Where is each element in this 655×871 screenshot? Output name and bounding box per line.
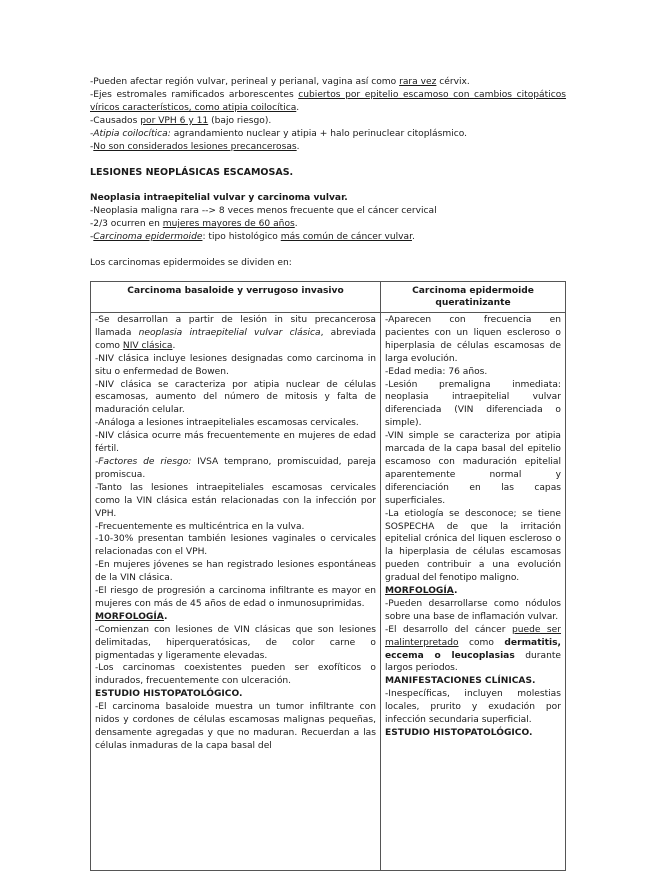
right-p2: -Edad media: 76 años. bbox=[385, 366, 488, 377]
text-underlined: mujeres mayores de 60 años bbox=[162, 219, 295, 230]
text-italic: -Atipia coilocítica: bbox=[90, 128, 171, 139]
text-italic: neoplasia intraepitelial vulvar clásica bbox=[138, 327, 321, 338]
text-underlined: más común de cáncer vulvar bbox=[280, 232, 412, 243]
text: . bbox=[453, 586, 458, 597]
left-p14: -El carcinoma basaloide muestra un tumor infiltrante con nidos y cordones de células escamosas malignas pequeñas, densamente agregadas y que no maduran. Recuerdan a las células inmaduras de la capa basal del bbox=[95, 702, 376, 751]
left-p8: -Frecuentemente es multicéntrica en la vulva. bbox=[95, 521, 305, 532]
text: cérvix. bbox=[436, 77, 470, 87]
left-p3: -NIV clásica se caracteriza por atipia nuclear de células escamosas, aumento del número de mitosis y falta de maduración celular. bbox=[95, 379, 376, 416]
right-p7 bbox=[385, 624, 561, 676]
text: . bbox=[411, 232, 415, 243]
right-p6: -Pueden desarrollarse como nódulos sobre una base de inflamación vulvar. bbox=[385, 598, 561, 622]
text: , abreviada como bbox=[95, 327, 376, 351]
header-right: Carcinoma epidermoide queratinizante bbox=[381, 282, 566, 313]
intro-line-4 bbox=[90, 128, 566, 141]
text-underlined: cubiertos por epitelio escamoso con cambios citopáticos víricos característicos, como atipia coilocítica bbox=[90, 89, 567, 113]
text: . bbox=[296, 141, 300, 152]
left-column bbox=[91, 313, 381, 871]
right-p1: -Aparecen con frecuencia en pacientes con un liquen escleroso o hiperplasia de células escamosas de larga evolución. bbox=[385, 315, 561, 364]
left-p5: -NIV clásica ocurre más frecuentemente en mujeres de edad fértil. bbox=[95, 431, 376, 455]
text-underlined: NIV clásica bbox=[122, 340, 173, 351]
split-intro: Los carcinomas epidermoides se dividen en: bbox=[90, 258, 292, 269]
header-left: Carcinoma basaloide y verrugoso invasivo bbox=[91, 282, 381, 313]
section-line-2 bbox=[90, 218, 566, 231]
section-title: LESIONES NEOPLÁSICAS ESCAMOSAS. bbox=[90, 167, 294, 179]
intro-line-2 bbox=[90, 89, 566, 115]
text: : tipo histológico bbox=[202, 232, 281, 243]
right-p8: -Inespecíficas, incluyen molestias locales, prurito y exudación por infección secundaria superficial. bbox=[385, 689, 561, 726]
right-p5: -La etiología se desconoce; se tiene SOSPECHA de que la irritación epitelial crónica del liquen escleroso o la hiperplasia de células escamosas pueden contribuir a una evolución gradual del fenotipo maligno. bbox=[385, 508, 561, 584]
left-p4: -Análoga a lesiones intraepiteliales escamosas cervicales. bbox=[95, 418, 359, 429]
intro-line-1 bbox=[90, 76, 566, 89]
intro-line-3 bbox=[90, 115, 566, 128]
text: durante largos periodos. bbox=[385, 650, 561, 674]
text: -El desarrollo del cáncer bbox=[385, 624, 512, 635]
heading: MORFOLOGÍA bbox=[385, 586, 454, 597]
section-line-3 bbox=[90, 231, 566, 244]
left-p1 bbox=[95, 314, 376, 353]
text: agrandamiento nuclear y atipia + halo perinuclear citoplásmico. bbox=[170, 128, 468, 139]
text-underlined: por VPH 6 y 11 bbox=[140, 115, 209, 126]
heading: MORFOLOGÍA bbox=[95, 611, 164, 622]
text-underlined: puede ser malinterpretado bbox=[385, 624, 562, 648]
left-p2: -NIV clásica incluye lesiones designadas como carcinoma in situ o enfermedad de Bowen. bbox=[95, 353, 376, 377]
right-p4: -VIN simple se caracteriza por atipia marcada de la capa basal del epitelio escamoso con maduración epitelial aparentemente normal y diferenciación en las capas superficiales. bbox=[385, 431, 561, 506]
left-p9: -10-30% presentan también lesiones vaginales o cervicales relacionadas con el VPH. bbox=[95, 534, 376, 558]
text: IVSA temprano, promiscuidad, pareja promiscua. bbox=[95, 456, 376, 480]
right-column bbox=[381, 313, 566, 871]
left-morfologia bbox=[95, 611, 376, 624]
left-p12: -Comienzan con lesiones de VIN clásicas que son lesiones delimitadas, hiperqueratósicas, de color carne o pigmentadas y ligeramente elevadas. bbox=[95, 624, 376, 661]
text: -Pueden afectar región vulvar, perineal y perianal, vagina así como bbox=[90, 77, 400, 87]
text: - bbox=[90, 232, 94, 243]
text: . bbox=[294, 219, 298, 230]
left-p7: -Tanto las lesiones intraepiteliales escamosas cervicales como la VIN clásica están relacionadas con la infección por VPH. bbox=[95, 482, 376, 519]
page-body bbox=[90, 76, 566, 270]
right-morfologia bbox=[385, 585, 561, 598]
text: . bbox=[296, 102, 300, 113]
text: . bbox=[172, 340, 176, 351]
intro-line-5 bbox=[90, 141, 566, 154]
left-p10: -En mujeres jóvenes se han registrado lesiones espontáneas de la VIN clásica. bbox=[95, 560, 376, 584]
text: -Ejes estromales ramificados arborescentes bbox=[90, 89, 299, 100]
text: -2/3 ocurren en bbox=[90, 219, 163, 230]
text: - bbox=[90, 141, 94, 152]
section-line-1: -Neoplasia maligna rara --> 8 veces menos frecuente que el cáncer cervical bbox=[90, 206, 437, 217]
text-underlined: No son considerados lesiones precancerosas bbox=[93, 141, 297, 152]
section-subtitle: Neoplasia intraepitelial vulvar y carcinoma vulvar. bbox=[90, 193, 348, 204]
right-manif-heading: MANIFESTACIONES CLÍNICAS. bbox=[385, 676, 536, 687]
comparison-table bbox=[90, 281, 566, 871]
text: . bbox=[163, 611, 168, 622]
text: (bajo riesgo). bbox=[208, 115, 272, 126]
text: -Causados bbox=[90, 115, 141, 126]
text-underlined: rara vez bbox=[399, 77, 437, 87]
left-p11: -El riesgo de progresión a carcinoma infiltrante es mayor en mujeres con más de 45 años de edad o inmunosuprimidas. bbox=[95, 586, 376, 609]
right-p3: -Lesión premaligna inmediata: neoplasia intraepitelial vulvar diferenciada (VIN diferenciada o simple). bbox=[385, 379, 561, 429]
text: como bbox=[458, 637, 505, 648]
left-p6 bbox=[95, 456, 376, 482]
left-histo-heading: ESTUDIO HISTOPATOLÓGICO. bbox=[95, 689, 243, 700]
text-italic-underlined: Carcinoma epidermoide bbox=[93, 232, 203, 243]
text-bold: dermatitis, eccema o leucoplasias bbox=[385, 637, 561, 661]
right-histo-heading: ESTUDIO HISTOPATOLÓGICO. bbox=[385, 728, 533, 738]
table-body-row bbox=[91, 313, 566, 871]
text: -Se desarrollan a partir de lesión in situ precancerosa llamada bbox=[95, 315, 376, 338]
left-p13: -Los carcinomas coexistentes pueden ser exofíticos o indurados, frecuentemente con ulceración. bbox=[95, 663, 376, 687]
text-italic: -Factores de riesgo: bbox=[95, 456, 192, 467]
table-header-row bbox=[91, 282, 566, 313]
